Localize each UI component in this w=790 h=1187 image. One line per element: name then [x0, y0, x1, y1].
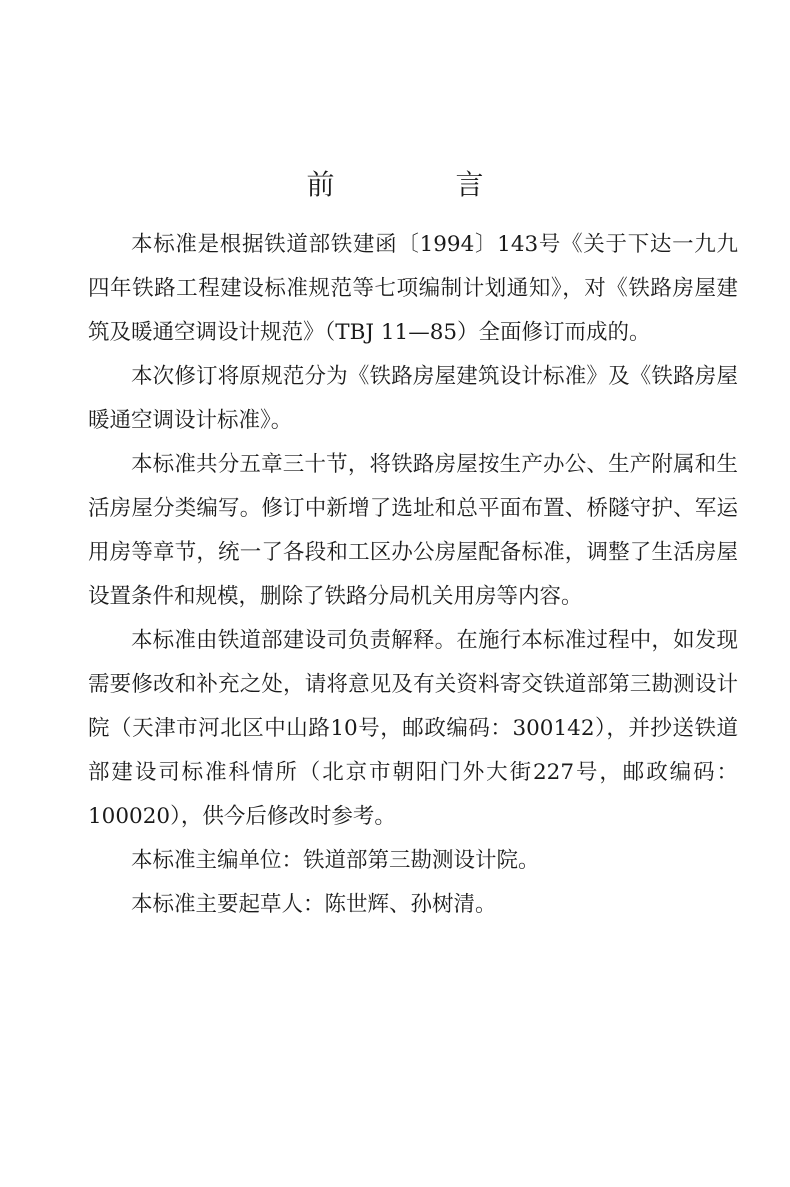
paragraph: 本标准主编单位：铁道部第三勘测设计院。	[131, 848, 540, 873]
document-body	[88, 223, 738, 927]
paragraph: 本次修订将原规范分为《铁路房屋建筑设计标准》及《铁路房屋暖通空调设计标准》。	[88, 364, 738, 433]
paragraph: 本标准是根据铁道部铁建函〔1994〕143号《关于下达一九九四年铁路工程建设标准规范等七项编制计划通知》，对《铁路房屋建筑及暖通空调设计规范》（TBJ 11—85）全面修订而成的。	[88, 232, 738, 345]
paragraph: 本标准主要起草人：陈世辉、孙树清。	[131, 892, 497, 917]
paragraph: 本标准共分五章三十节，将铁路房屋按生产办公、生产附属和生活房屋分类编写。修订中新增了选址和总平面布置、桥隧守护、军运用房等章节，统一了各段和工区办公房屋配备标准，调整了生活房屋设置条件和规模，删除了铁路分局机关用房等内容。	[88, 452, 738, 609]
page-title: 前 言	[306, 168, 540, 201]
paragraph: 本标准由铁道部建设司负责解释。在施行本标准过程中，如发现需要修改和补充之处，请将意见及有关资料寄交铁道部第三勘测设计院（天津市河北区中山路10号，邮政编码：300142），并抄送铁道部建设司标准科情所（北京市朝阳门外大街227号，邮政编码：100020），供今后修改时参考。	[88, 628, 738, 829]
